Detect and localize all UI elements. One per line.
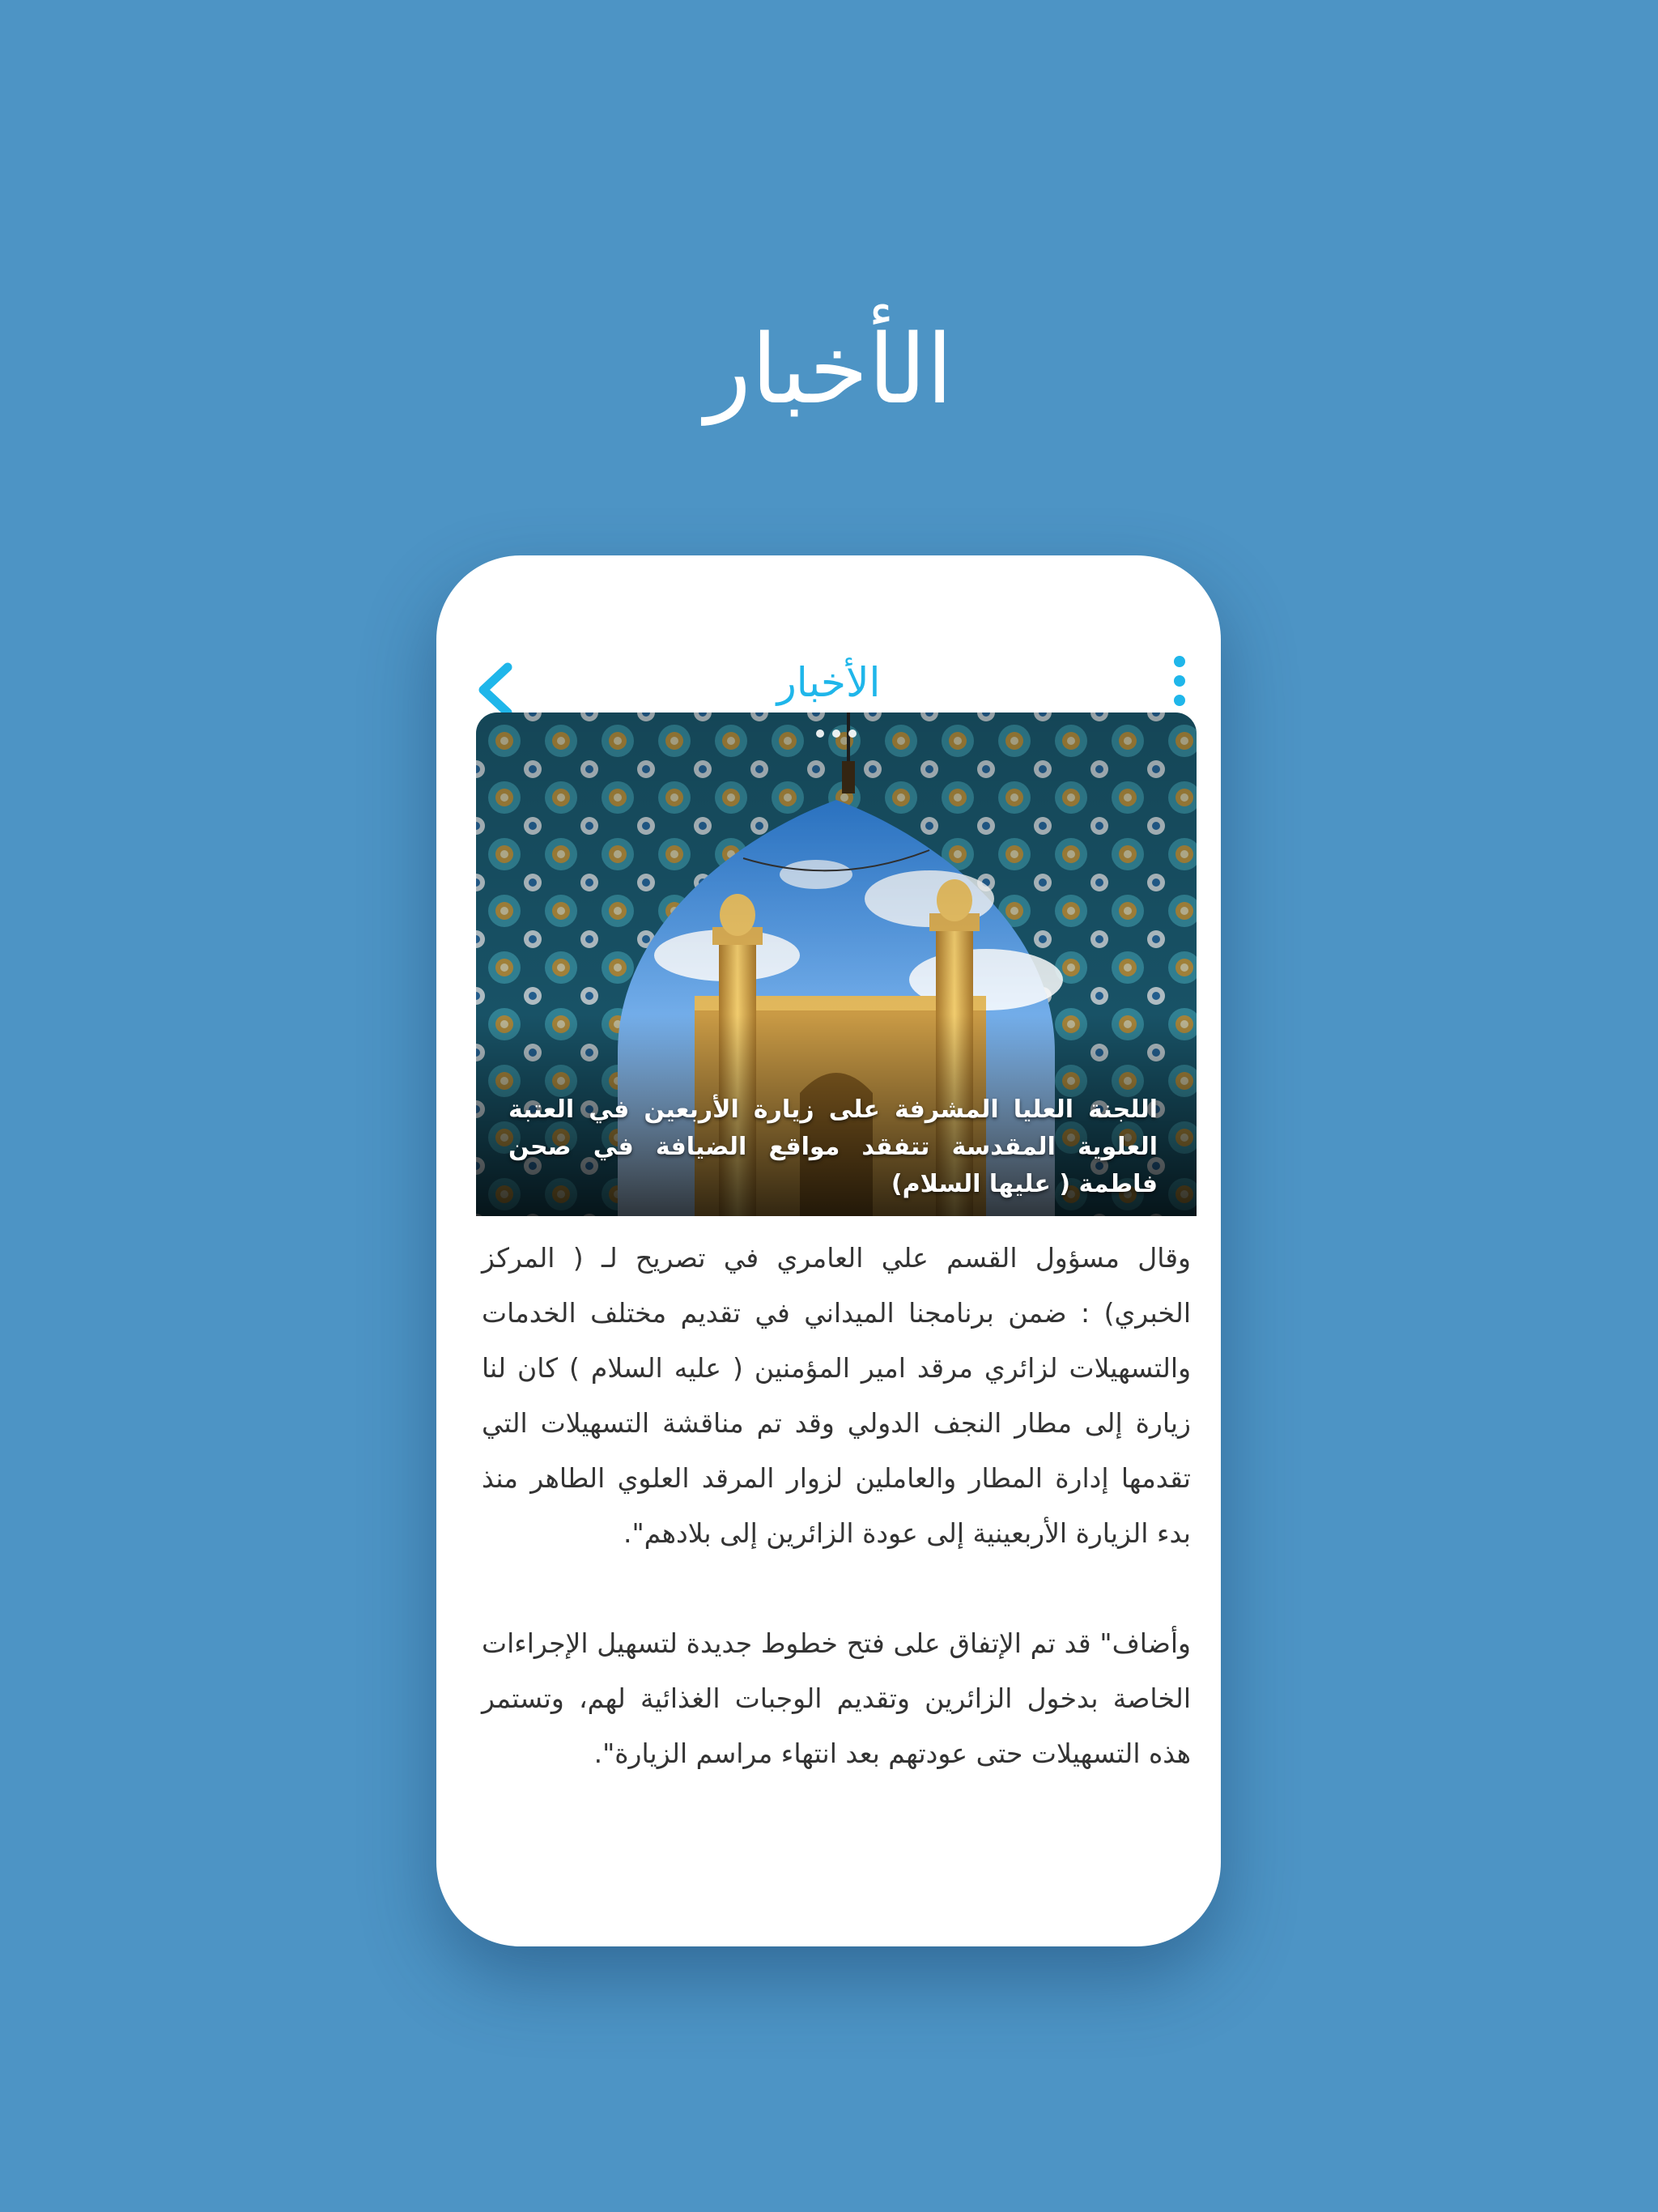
page-heading: الأخبار — [704, 313, 954, 425]
header-title: الأخبار — [776, 659, 881, 706]
news-headline: اللجنة العليا المشرفة على زيارة الأربعين في العتبة العلوية المقدسة تتفقد مواقع الضيافة في صحن فاطمة ( عليها السلام) — [508, 1095, 1158, 1198]
article-body — [482, 1231, 1191, 1836]
article-paragraph-1: وقال مسؤول القسم علي العامري في تصريح لـ ( المركز الخبري) : ضمن برنامجنا الميداني في تقديم مختلف الخدمات والتسهيلات لزائري مرقد امير المؤمنين ( عليه السلام ) كان لنا زيارة إلى مطار النجف الدولي وقد تم مناقشة التسهيلات التي تقدمها إدارة المطار والعاملين لزوار المرقد العلوي الطاهر منذ بدء الزيارة الأربعينية إلى عودة الزائرين إلى بلادهم". — [482, 1242, 1191, 1549]
article-paragraph-2: وأضاف" قد تم الإتفاق على فتح خطوط جديدة لتسهيل الإجراءات الخاصة بدخول الزائرين وتقديم الوجبات الغذائية لهم، وتستمر هذه التسهيلات حتى عودتهم بعد انتهاء مراسم الزيارة". — [482, 1627, 1191, 1769]
vertical-dots-icon — [1174, 656, 1185, 667]
carousel-pager-dots[interactable] — [476, 725, 1197, 741]
phone-mockup — [436, 555, 1221, 1946]
news-image-card[interactable] — [476, 713, 1197, 1216]
